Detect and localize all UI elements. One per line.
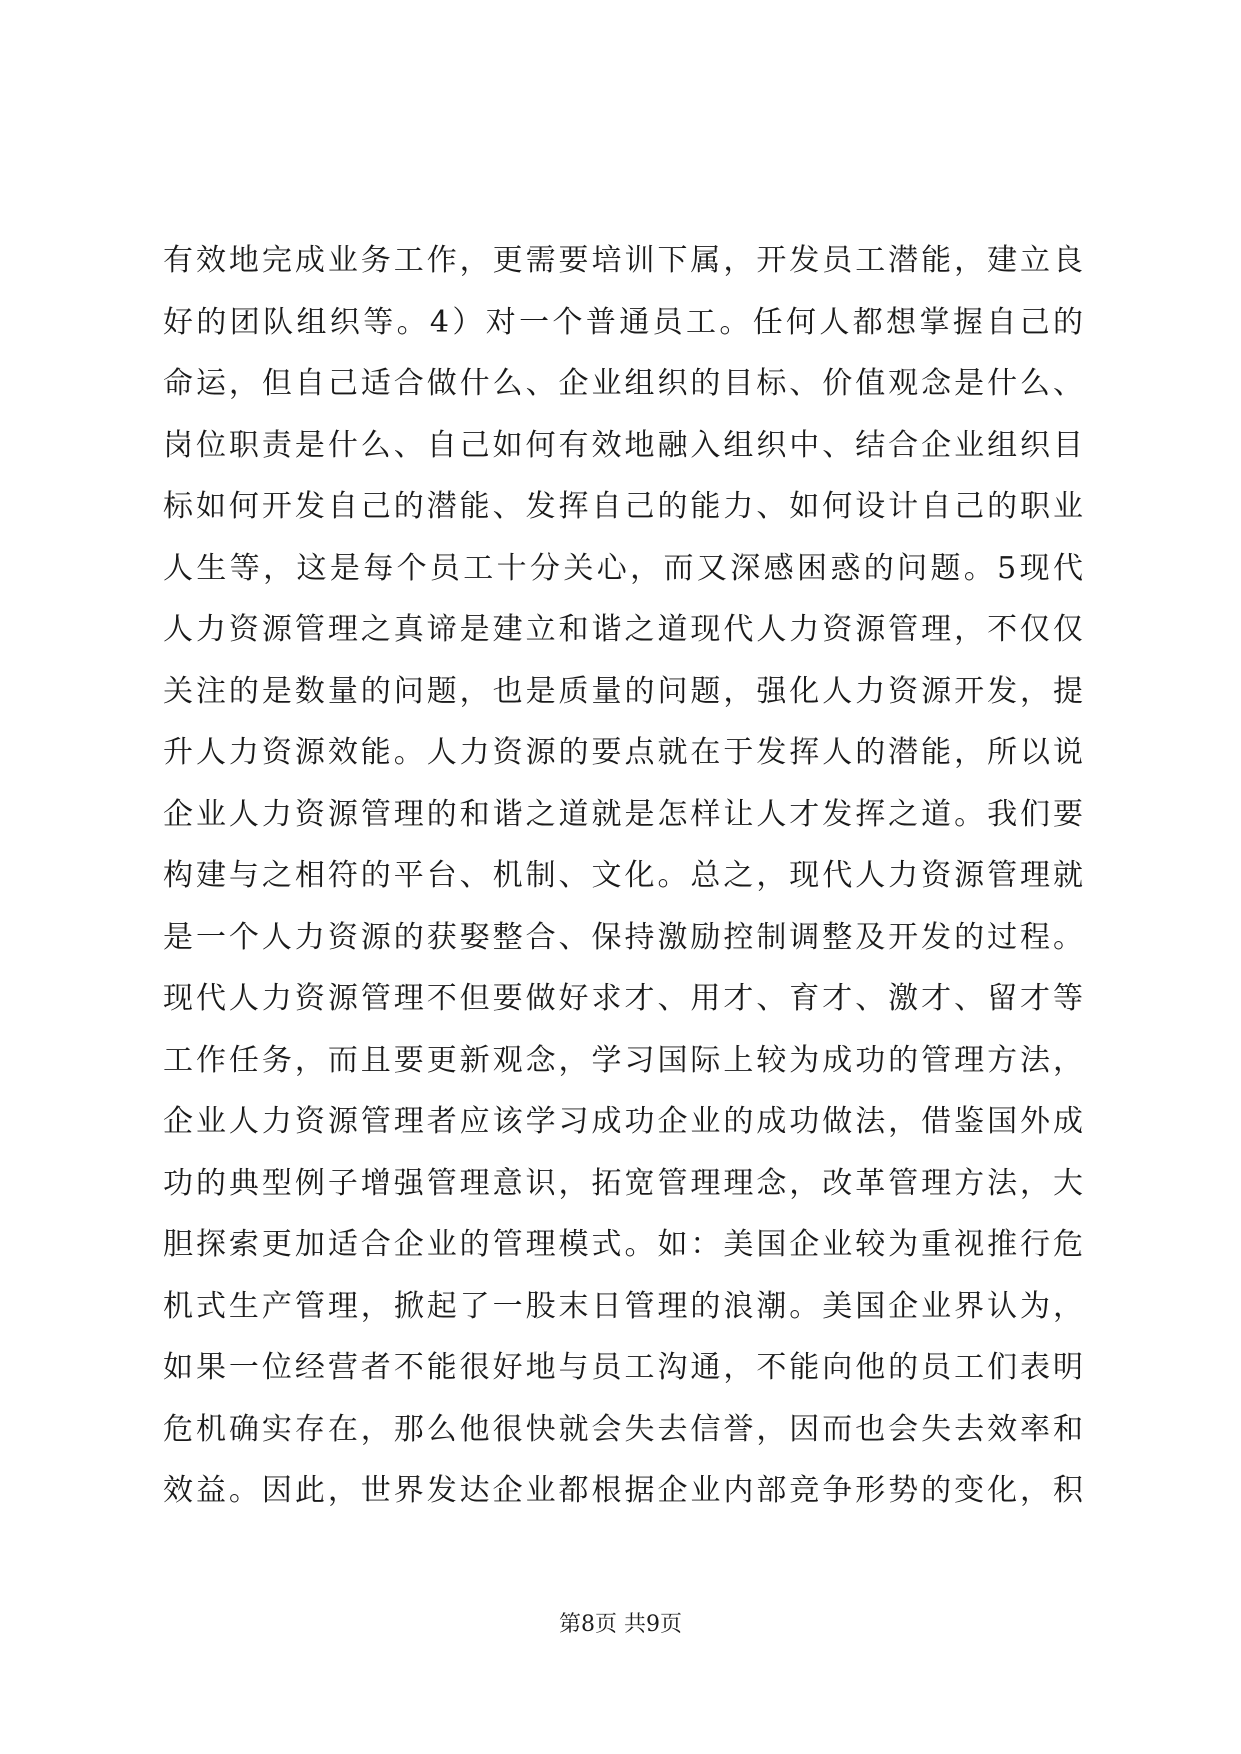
text-line: 是一个人力资源的获娶整合、保持激励控制调整及开发的过程。 xyxy=(163,919,1083,955)
text-line: 企业人力资源管理者应该学习成功企业的成功做法，借鉴国外成 xyxy=(163,1104,1083,1139)
text-line: 岗位职责是什么、自己如何有效地融入组织中、结合企业组织目 xyxy=(163,427,1083,463)
text-line: 人力资源管理之真谛是建立和谐之道现代人力资源管理，不仅仅 xyxy=(163,612,1083,647)
text-line: 标如何开发自己的潜能、发挥自己的能力、如何设计自己的职业 xyxy=(163,489,1083,524)
text-line: 胆探索更加适合企业的管理模式。如：美国企业较为重视推行危 xyxy=(163,1227,1083,1262)
body-text xyxy=(163,230,1083,1522)
text-line: 升人力资源效能。人力资源的要点就在于发挥人的潜能，所以说 xyxy=(163,735,1083,770)
text-line: 有效地完成业务工作，更需要培训下属，开发员工潜能，建立良 xyxy=(163,243,1083,278)
page-number-label: 第8页 共9页 xyxy=(559,1612,682,1637)
text-line: 危机确实存在，那么他很快就会失去信誉，因而也会失去效率和 xyxy=(163,1411,1083,1447)
text-line: 人生等，这是每个员工十分关心，而又深感困惑的问题。5现代 xyxy=(163,550,1083,586)
text-line: 机式生产管理，掀起了一股末日管理的浪潮。美国企业界认为， xyxy=(163,1288,1083,1324)
text-line: 关注的是数量的问题，也是质量的问题，强化人力资源开发，提 xyxy=(163,673,1083,709)
text-line: 工作任务，而且要更新观念，学习国际上较为成功的管理方法， xyxy=(163,1042,1083,1078)
text-line: 现代人力资源管理不但要做好求才、用才、育才、激才、留才等 xyxy=(163,981,1083,1016)
text-line: 如果一位经营者不能很好地与员工沟通，不能向他的员工们表明 xyxy=(163,1350,1083,1385)
text-line: 好的团队组织等。4）对一个普通员工。任何人都想掌握自己的 xyxy=(163,304,1083,340)
text-line: 功的典型例子增强管理意识，拓宽管理理念，改革管理方法，大 xyxy=(163,1165,1083,1201)
text-line: 构建与之相符的平台、机制、文化。总之，现代人力资源管理就 xyxy=(163,858,1083,893)
text-line: 命运，但自己适合做什么、企业组织的目标、价值观念是什么、 xyxy=(163,366,1083,401)
page-footer xyxy=(0,1610,1241,1640)
text-line: 效益。因此，世界发达企业都根据企业内部竞争形势的变化，积 xyxy=(163,1473,1083,1508)
text-line: 企业人力资源管理的和谐之道就是怎样让人才发挥之道。我们要 xyxy=(163,796,1083,832)
